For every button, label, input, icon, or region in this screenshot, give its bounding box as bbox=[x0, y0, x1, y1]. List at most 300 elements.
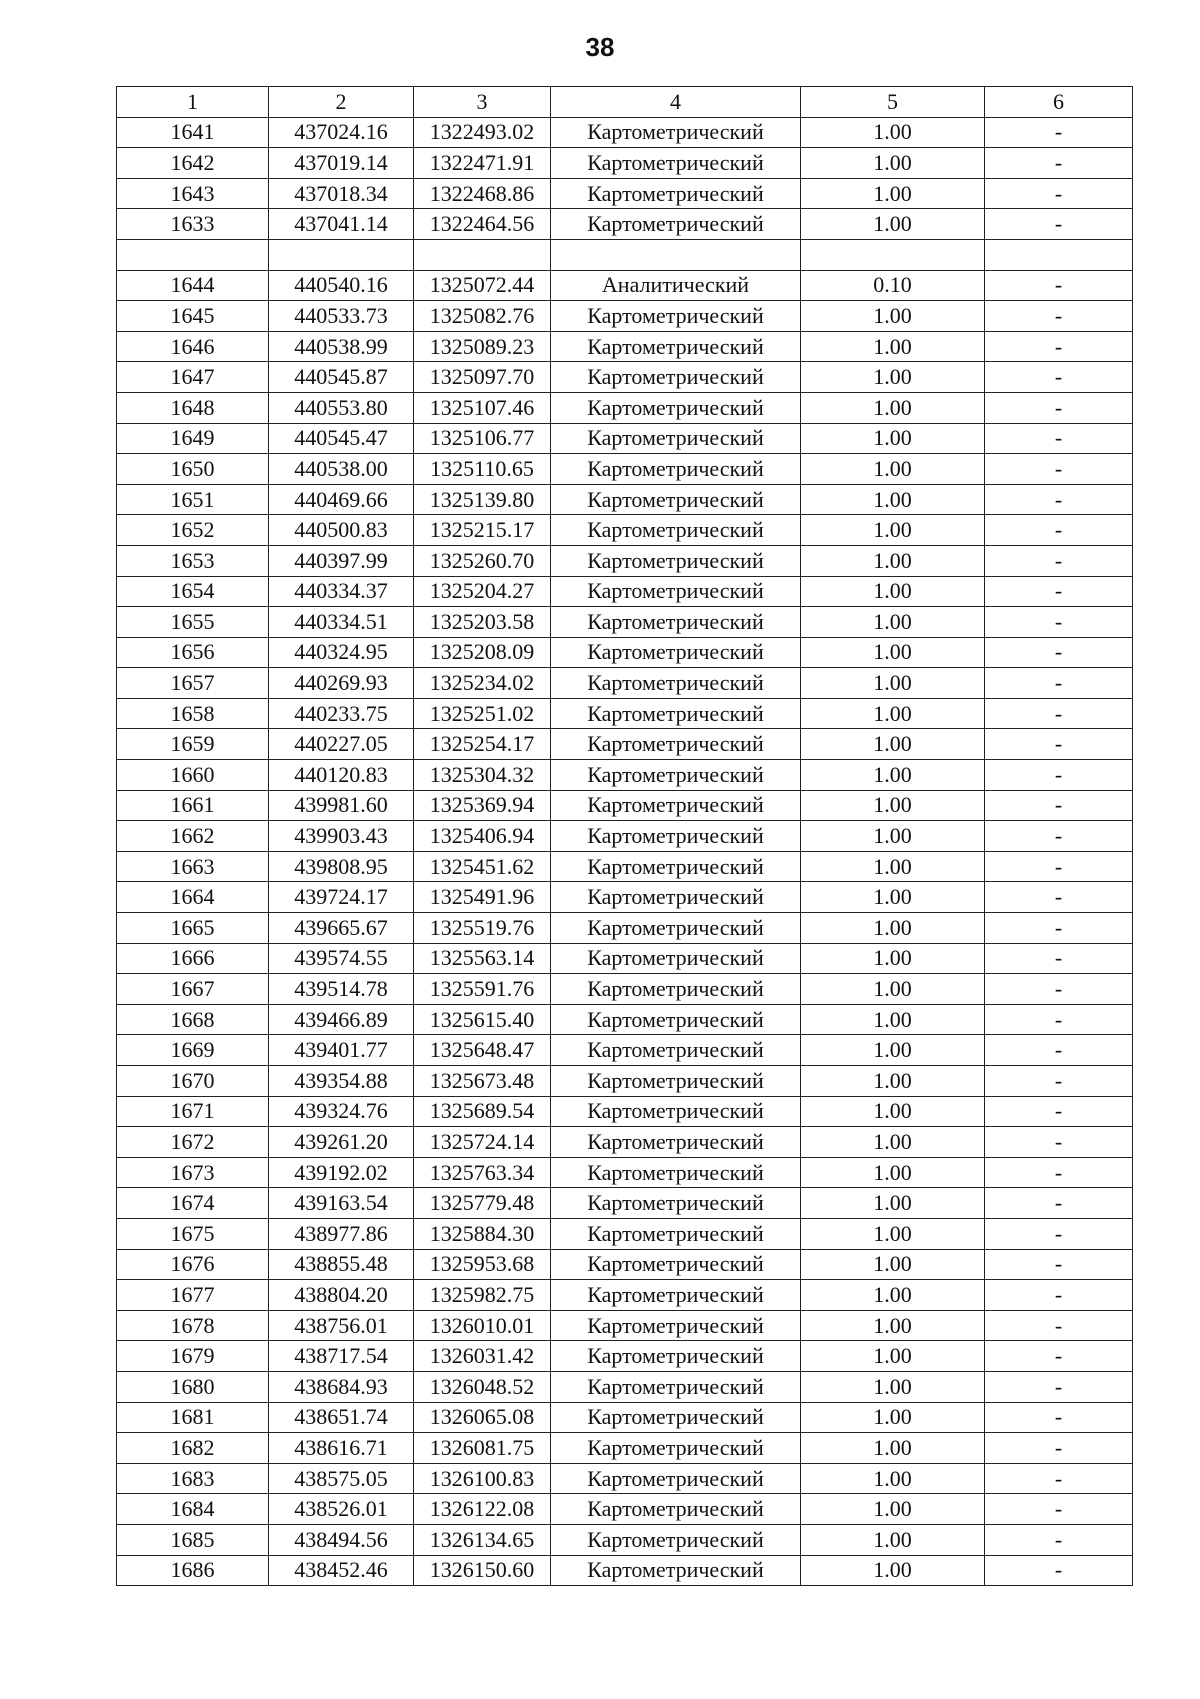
method-cell: Картометрический bbox=[551, 1066, 801, 1097]
page-number: 38 bbox=[585, 32, 615, 62]
x-coordinate-cell: 438575.05 bbox=[269, 1463, 414, 1494]
method-cell: Картометрический bbox=[551, 637, 801, 668]
note-cell: - bbox=[985, 362, 1133, 393]
accuracy-cell: 1.00 bbox=[801, 454, 985, 485]
note-cell: - bbox=[985, 576, 1133, 607]
method-cell: Картометрический bbox=[551, 607, 801, 638]
header-row bbox=[117, 87, 1133, 118]
x-coordinate-cell: 437024.16 bbox=[269, 117, 414, 148]
method-cell: Картометрический bbox=[551, 1463, 801, 1494]
point-number-cell: 1673 bbox=[117, 1157, 269, 1188]
y-coordinate-cell: 1325082.76 bbox=[414, 301, 551, 332]
y-coordinate-cell bbox=[414, 239, 551, 270]
y-coordinate-cell: 1325689.54 bbox=[414, 1096, 551, 1127]
column-header: 1 bbox=[117, 87, 269, 118]
method-cell: Картометрический bbox=[551, 821, 801, 852]
table-row bbox=[117, 392, 1133, 423]
x-coordinate-cell: 440269.93 bbox=[269, 668, 414, 699]
y-coordinate-cell: 1325953.68 bbox=[414, 1249, 551, 1280]
y-coordinate-cell: 1325107.46 bbox=[414, 392, 551, 423]
note-cell: - bbox=[985, 1371, 1133, 1402]
accuracy-cell: 1.00 bbox=[801, 1157, 985, 1188]
y-coordinate-cell: 1326122.08 bbox=[414, 1494, 551, 1525]
x-coordinate-cell: 439163.54 bbox=[269, 1188, 414, 1219]
note-cell: - bbox=[985, 1463, 1133, 1494]
column-header: 3 bbox=[414, 87, 551, 118]
y-coordinate-cell: 1325089.23 bbox=[414, 331, 551, 362]
y-coordinate-cell: 1322468.86 bbox=[414, 178, 551, 209]
table-row bbox=[117, 637, 1133, 668]
point-number-cell: 1653 bbox=[117, 545, 269, 576]
x-coordinate-cell: 440233.75 bbox=[269, 698, 414, 729]
y-coordinate-cell: 1325208.09 bbox=[414, 637, 551, 668]
note-cell: - bbox=[985, 1188, 1133, 1219]
point-number-cell: 1662 bbox=[117, 821, 269, 852]
x-coordinate-cell: 439514.78 bbox=[269, 974, 414, 1005]
y-coordinate-cell: 1325234.02 bbox=[414, 668, 551, 699]
accuracy-cell: 1.00 bbox=[801, 178, 985, 209]
y-coordinate-cell: 1325251.02 bbox=[414, 698, 551, 729]
note-cell: - bbox=[985, 1218, 1133, 1249]
y-coordinate-cell: 1326150.60 bbox=[414, 1555, 551, 1586]
point-number-cell: 1645 bbox=[117, 301, 269, 332]
point-number-cell: 1665 bbox=[117, 913, 269, 944]
table-row bbox=[117, 1127, 1133, 1158]
y-coordinate-cell: 1325779.48 bbox=[414, 1188, 551, 1219]
note-cell: - bbox=[985, 1280, 1133, 1311]
accuracy-cell: 1.00 bbox=[801, 1066, 985, 1097]
point-number-cell: 1676 bbox=[117, 1249, 269, 1280]
note-cell: - bbox=[985, 423, 1133, 454]
note-cell bbox=[985, 239, 1133, 270]
y-coordinate-cell: 1322493.02 bbox=[414, 117, 551, 148]
table-row bbox=[117, 1341, 1133, 1372]
method-cell: Картометрический bbox=[551, 1494, 801, 1525]
point-number-cell: 1652 bbox=[117, 515, 269, 546]
point-number-cell: 1646 bbox=[117, 331, 269, 362]
point-number-cell: 1654 bbox=[117, 576, 269, 607]
note-cell: - bbox=[985, 209, 1133, 240]
method-cell: Картометрический bbox=[551, 760, 801, 791]
point-number-cell: 1656 bbox=[117, 637, 269, 668]
y-coordinate-cell: 1325615.40 bbox=[414, 1004, 551, 1035]
accuracy-cell: 1.00 bbox=[801, 331, 985, 362]
table-row bbox=[117, 821, 1133, 852]
point-number-cell: 1643 bbox=[117, 178, 269, 209]
note-cell: - bbox=[985, 607, 1133, 638]
note-cell: - bbox=[985, 301, 1133, 332]
accuracy-cell: 1.00 bbox=[801, 1035, 985, 1066]
accuracy-cell: 1.00 bbox=[801, 1280, 985, 1311]
point-number-cell: 1683 bbox=[117, 1463, 269, 1494]
accuracy-cell: 1.00 bbox=[801, 1463, 985, 1494]
method-cell: Картометрический bbox=[551, 454, 801, 485]
accuracy-cell: 1.00 bbox=[801, 1494, 985, 1525]
point-number-cell: 1651 bbox=[117, 484, 269, 515]
table-row bbox=[117, 1157, 1133, 1188]
accuracy-cell: 1.00 bbox=[801, 1218, 985, 1249]
point-number-cell: 1682 bbox=[117, 1433, 269, 1464]
x-coordinate-cell: 439354.88 bbox=[269, 1066, 414, 1097]
x-coordinate-cell: 440545.87 bbox=[269, 362, 414, 393]
y-coordinate-cell: 1325369.94 bbox=[414, 790, 551, 821]
accuracy-cell: 1.00 bbox=[801, 362, 985, 393]
point-number-cell: 1658 bbox=[117, 698, 269, 729]
method-cell: Картометрический bbox=[551, 851, 801, 882]
note-cell: - bbox=[985, 851, 1133, 882]
note-cell: - bbox=[985, 821, 1133, 852]
x-coordinate-cell: 438717.54 bbox=[269, 1341, 414, 1372]
accuracy-cell: 1.00 bbox=[801, 1555, 985, 1586]
y-coordinate-cell: 1325724.14 bbox=[414, 1127, 551, 1158]
note-cell: - bbox=[985, 729, 1133, 760]
note-cell: - bbox=[985, 392, 1133, 423]
note-cell: - bbox=[985, 760, 1133, 791]
y-coordinate-cell: 1325215.17 bbox=[414, 515, 551, 546]
x-coordinate-cell: 440120.83 bbox=[269, 760, 414, 791]
note-cell: - bbox=[985, 1249, 1133, 1280]
y-coordinate-cell: 1326010.01 bbox=[414, 1310, 551, 1341]
x-coordinate-cell: 439724.17 bbox=[269, 882, 414, 913]
method-cell: Картометрический bbox=[551, 668, 801, 699]
x-coordinate-cell: 439903.43 bbox=[269, 821, 414, 852]
x-coordinate-cell: 439401.77 bbox=[269, 1035, 414, 1066]
point-number-cell: 1650 bbox=[117, 454, 269, 485]
method-cell: Картометрический bbox=[551, 1127, 801, 1158]
table-row bbox=[117, 331, 1133, 362]
point-number-cell: 1649 bbox=[117, 423, 269, 454]
note-cell: - bbox=[985, 484, 1133, 515]
y-coordinate-cell: 1326031.42 bbox=[414, 1341, 551, 1372]
table-row bbox=[117, 1402, 1133, 1433]
method-cell: Картометрический bbox=[551, 362, 801, 393]
table-row bbox=[117, 790, 1133, 821]
y-coordinate-cell: 1325204.27 bbox=[414, 576, 551, 607]
method-cell: Картометрический bbox=[551, 1341, 801, 1372]
accuracy-cell: 1.00 bbox=[801, 943, 985, 974]
point-number-cell: 1674 bbox=[117, 1188, 269, 1219]
method-cell: Картометрический bbox=[551, 1249, 801, 1280]
table-row bbox=[117, 117, 1133, 148]
table-row bbox=[117, 484, 1133, 515]
y-coordinate-cell: 1325563.14 bbox=[414, 943, 551, 974]
table-row bbox=[117, 1524, 1133, 1555]
accuracy-cell: 1.00 bbox=[801, 1310, 985, 1341]
y-coordinate-cell: 1326081.75 bbox=[414, 1433, 551, 1464]
x-coordinate-cell: 439192.02 bbox=[269, 1157, 414, 1188]
method-cell: Картометрический bbox=[551, 301, 801, 332]
method-cell: Картометрический bbox=[551, 423, 801, 454]
table-row bbox=[117, 1249, 1133, 1280]
method-cell: Картометрический bbox=[551, 1310, 801, 1341]
table-row bbox=[117, 943, 1133, 974]
accuracy-cell: 1.00 bbox=[801, 607, 985, 638]
table-row bbox=[117, 1371, 1133, 1402]
y-coordinate-cell: 1325884.30 bbox=[414, 1218, 551, 1249]
x-coordinate-cell bbox=[269, 239, 414, 270]
accuracy-cell: 1.00 bbox=[801, 484, 985, 515]
x-coordinate-cell: 438804.20 bbox=[269, 1280, 414, 1311]
x-coordinate-cell: 439981.60 bbox=[269, 790, 414, 821]
column-header: 4 bbox=[551, 87, 801, 118]
table-row bbox=[117, 178, 1133, 209]
table-row bbox=[117, 607, 1133, 638]
accuracy-cell: 1.00 bbox=[801, 1004, 985, 1035]
point-number-cell: 1648 bbox=[117, 392, 269, 423]
x-coordinate-cell: 439808.95 bbox=[269, 851, 414, 882]
method-cell: Картометрический bbox=[551, 515, 801, 546]
y-coordinate-cell: 1325491.96 bbox=[414, 882, 551, 913]
note-cell: - bbox=[985, 1494, 1133, 1525]
accuracy-cell: 1.00 bbox=[801, 117, 985, 148]
x-coordinate-cell: 440553.80 bbox=[269, 392, 414, 423]
note-cell: - bbox=[985, 545, 1133, 576]
x-coordinate-cell: 440538.00 bbox=[269, 454, 414, 485]
note-cell: - bbox=[985, 148, 1133, 179]
note-cell: - bbox=[985, 178, 1133, 209]
method-cell: Картометрический bbox=[551, 148, 801, 179]
accuracy-cell: 1.00 bbox=[801, 698, 985, 729]
point-number-cell: 1657 bbox=[117, 668, 269, 699]
y-coordinate-cell: 1325203.58 bbox=[414, 607, 551, 638]
y-coordinate-cell: 1322464.56 bbox=[414, 209, 551, 240]
table-row bbox=[117, 576, 1133, 607]
method-cell: Картометрический bbox=[551, 943, 801, 974]
x-coordinate-cell: 438855.48 bbox=[269, 1249, 414, 1280]
point-number-cell: 1684 bbox=[117, 1494, 269, 1525]
point-number-cell: 1668 bbox=[117, 1004, 269, 1035]
table-row bbox=[117, 1004, 1133, 1035]
note-cell: - bbox=[985, 1157, 1133, 1188]
accuracy-cell: 1.00 bbox=[801, 1188, 985, 1219]
accuracy-cell: 1.00 bbox=[801, 1249, 985, 1280]
x-coordinate-cell: 440500.83 bbox=[269, 515, 414, 546]
note-cell: - bbox=[985, 882, 1133, 913]
point-number-cell: 1681 bbox=[117, 1402, 269, 1433]
table-row bbox=[117, 1494, 1133, 1525]
y-coordinate-cell: 1325519.76 bbox=[414, 913, 551, 944]
method-cell bbox=[551, 239, 801, 270]
x-coordinate-cell: 440397.99 bbox=[269, 545, 414, 576]
y-coordinate-cell: 1325451.62 bbox=[414, 851, 551, 882]
accuracy-cell: 1.00 bbox=[801, 882, 985, 913]
note-cell: - bbox=[985, 974, 1133, 1005]
method-cell: Картометрический bbox=[551, 1004, 801, 1035]
method-cell: Картометрический bbox=[551, 545, 801, 576]
table-row bbox=[117, 1433, 1133, 1464]
note-cell: - bbox=[985, 1310, 1133, 1341]
coordinates-table bbox=[116, 86, 1133, 1586]
note-cell: - bbox=[985, 1004, 1133, 1035]
x-coordinate-cell: 440334.51 bbox=[269, 607, 414, 638]
method-cell: Картометрический bbox=[551, 1157, 801, 1188]
method-cell: Картометрический bbox=[551, 484, 801, 515]
x-coordinate-cell: 438651.74 bbox=[269, 1402, 414, 1433]
table-row bbox=[117, 913, 1133, 944]
point-number-cell: 1669 bbox=[117, 1035, 269, 1066]
point-number-cell: 1644 bbox=[117, 270, 269, 301]
x-coordinate-cell: 438756.01 bbox=[269, 1310, 414, 1341]
y-coordinate-cell: 1325072.44 bbox=[414, 270, 551, 301]
point-number-cell: 1672 bbox=[117, 1127, 269, 1158]
x-coordinate-cell: 438616.71 bbox=[269, 1433, 414, 1464]
table-row bbox=[117, 1310, 1133, 1341]
x-coordinate-cell: 439574.55 bbox=[269, 943, 414, 974]
table-row bbox=[117, 1555, 1133, 1586]
x-coordinate-cell: 440227.05 bbox=[269, 729, 414, 760]
y-coordinate-cell: 1325254.17 bbox=[414, 729, 551, 760]
y-coordinate-cell: 1325106.77 bbox=[414, 423, 551, 454]
x-coordinate-cell: 440540.16 bbox=[269, 270, 414, 301]
point-number-cell: 1679 bbox=[117, 1341, 269, 1372]
note-cell: - bbox=[985, 117, 1133, 148]
note-cell: - bbox=[985, 1433, 1133, 1464]
method-cell: Картометрический bbox=[551, 913, 801, 944]
point-number-cell: 1685 bbox=[117, 1524, 269, 1555]
table-row bbox=[117, 1066, 1133, 1097]
table-row bbox=[117, 209, 1133, 240]
accuracy-cell: 1.00 bbox=[801, 1402, 985, 1433]
method-cell: Картометрический bbox=[551, 1371, 801, 1402]
y-coordinate-cell: 1326048.52 bbox=[414, 1371, 551, 1402]
point-number-cell: 1633 bbox=[117, 209, 269, 240]
accuracy-cell: 1.00 bbox=[801, 423, 985, 454]
point-number-cell: 1647 bbox=[117, 362, 269, 393]
method-cell: Картометрический bbox=[551, 1433, 801, 1464]
x-coordinate-cell: 438494.56 bbox=[269, 1524, 414, 1555]
point-number-cell: 1670 bbox=[117, 1066, 269, 1097]
method-cell: Картометрический bbox=[551, 729, 801, 760]
table-row bbox=[117, 362, 1133, 393]
point-number-cell: 1678 bbox=[117, 1310, 269, 1341]
x-coordinate-cell: 438684.93 bbox=[269, 1371, 414, 1402]
point-number-cell: 1641 bbox=[117, 117, 269, 148]
accuracy-cell: 1.00 bbox=[801, 576, 985, 607]
table-row bbox=[117, 1463, 1133, 1494]
point-number-cell: 1655 bbox=[117, 607, 269, 638]
y-coordinate-cell: 1325763.34 bbox=[414, 1157, 551, 1188]
note-cell: - bbox=[985, 1524, 1133, 1555]
table-body bbox=[117, 117, 1133, 1586]
accuracy-cell: 0.10 bbox=[801, 270, 985, 301]
column-header: 6 bbox=[985, 87, 1133, 118]
method-cell: Картометрический bbox=[551, 117, 801, 148]
accuracy-cell bbox=[801, 239, 985, 270]
y-coordinate-cell: 1325673.48 bbox=[414, 1066, 551, 1097]
x-coordinate-cell: 439261.20 bbox=[269, 1127, 414, 1158]
y-coordinate-cell: 1322471.91 bbox=[414, 148, 551, 179]
y-coordinate-cell: 1325982.75 bbox=[414, 1280, 551, 1311]
accuracy-cell: 1.00 bbox=[801, 515, 985, 546]
point-number-cell: 1642 bbox=[117, 148, 269, 179]
accuracy-cell: 1.00 bbox=[801, 209, 985, 240]
x-coordinate-cell: 437019.14 bbox=[269, 148, 414, 179]
accuracy-cell: 1.00 bbox=[801, 913, 985, 944]
accuracy-cell: 1.00 bbox=[801, 1096, 985, 1127]
method-cell: Картометрический bbox=[551, 1402, 801, 1433]
x-coordinate-cell: 438452.46 bbox=[269, 1555, 414, 1586]
x-coordinate-cell: 440469.66 bbox=[269, 484, 414, 515]
x-coordinate-cell: 438977.86 bbox=[269, 1218, 414, 1249]
point-number-cell: 1663 bbox=[117, 851, 269, 882]
method-cell: Картометрический bbox=[551, 1035, 801, 1066]
table-row bbox=[117, 423, 1133, 454]
note-cell: - bbox=[985, 1066, 1133, 1097]
accuracy-cell: 1.00 bbox=[801, 392, 985, 423]
accuracy-cell: 1.00 bbox=[801, 668, 985, 699]
table-row bbox=[117, 1096, 1133, 1127]
x-coordinate-cell: 437018.34 bbox=[269, 178, 414, 209]
note-cell: - bbox=[985, 515, 1133, 546]
method-cell: Картометрический bbox=[551, 1280, 801, 1311]
point-number-cell: 1659 bbox=[117, 729, 269, 760]
table-row bbox=[117, 239, 1133, 270]
method-cell: Аналитический bbox=[551, 270, 801, 301]
note-cell: - bbox=[985, 454, 1133, 485]
note-cell: - bbox=[985, 668, 1133, 699]
point-number-cell: 1686 bbox=[117, 1555, 269, 1586]
accuracy-cell: 1.00 bbox=[801, 301, 985, 332]
accuracy-cell: 1.00 bbox=[801, 637, 985, 668]
table-row bbox=[117, 698, 1133, 729]
accuracy-cell: 1.00 bbox=[801, 851, 985, 882]
table-row bbox=[117, 454, 1133, 485]
table-row bbox=[117, 729, 1133, 760]
point-number-cell: 1677 bbox=[117, 1280, 269, 1311]
accuracy-cell: 1.00 bbox=[801, 1524, 985, 1555]
point-number-cell: 1675 bbox=[117, 1218, 269, 1249]
method-cell: Картометрический bbox=[551, 1218, 801, 1249]
x-coordinate-cell: 440538.99 bbox=[269, 331, 414, 362]
x-coordinate-cell: 437041.14 bbox=[269, 209, 414, 240]
note-cell: - bbox=[985, 1035, 1133, 1066]
point-number-cell: 1660 bbox=[117, 760, 269, 791]
point-number-cell: 1671 bbox=[117, 1096, 269, 1127]
x-coordinate-cell: 440533.73 bbox=[269, 301, 414, 332]
table-row bbox=[117, 760, 1133, 791]
point-number-cell: 1680 bbox=[117, 1371, 269, 1402]
column-header: 2 bbox=[269, 87, 414, 118]
x-coordinate-cell: 439324.76 bbox=[269, 1096, 414, 1127]
accuracy-cell: 1.00 bbox=[801, 821, 985, 852]
y-coordinate-cell: 1325591.76 bbox=[414, 974, 551, 1005]
note-cell: - bbox=[985, 1555, 1133, 1586]
accuracy-cell: 1.00 bbox=[801, 790, 985, 821]
note-cell: - bbox=[985, 637, 1133, 668]
table-row bbox=[117, 270, 1133, 301]
note-cell: - bbox=[985, 331, 1133, 362]
x-coordinate-cell: 440334.37 bbox=[269, 576, 414, 607]
table-row bbox=[117, 882, 1133, 913]
note-cell: - bbox=[985, 1096, 1133, 1127]
table-row bbox=[117, 148, 1133, 179]
y-coordinate-cell: 1325648.47 bbox=[414, 1035, 551, 1066]
method-cell: Картометрический bbox=[551, 698, 801, 729]
note-cell: - bbox=[985, 913, 1133, 944]
point-number-cell: 1661 bbox=[117, 790, 269, 821]
method-cell: Картометрический bbox=[551, 1096, 801, 1127]
accuracy-cell: 1.00 bbox=[801, 974, 985, 1005]
y-coordinate-cell: 1326065.08 bbox=[414, 1402, 551, 1433]
column-header: 5 bbox=[801, 87, 985, 118]
note-cell: - bbox=[985, 790, 1133, 821]
accuracy-cell: 1.00 bbox=[801, 1433, 985, 1464]
method-cell: Картометрический bbox=[551, 178, 801, 209]
table-row bbox=[117, 1218, 1133, 1249]
table-row bbox=[117, 515, 1133, 546]
method-cell: Картометрический bbox=[551, 1524, 801, 1555]
note-cell: - bbox=[985, 1341, 1133, 1372]
